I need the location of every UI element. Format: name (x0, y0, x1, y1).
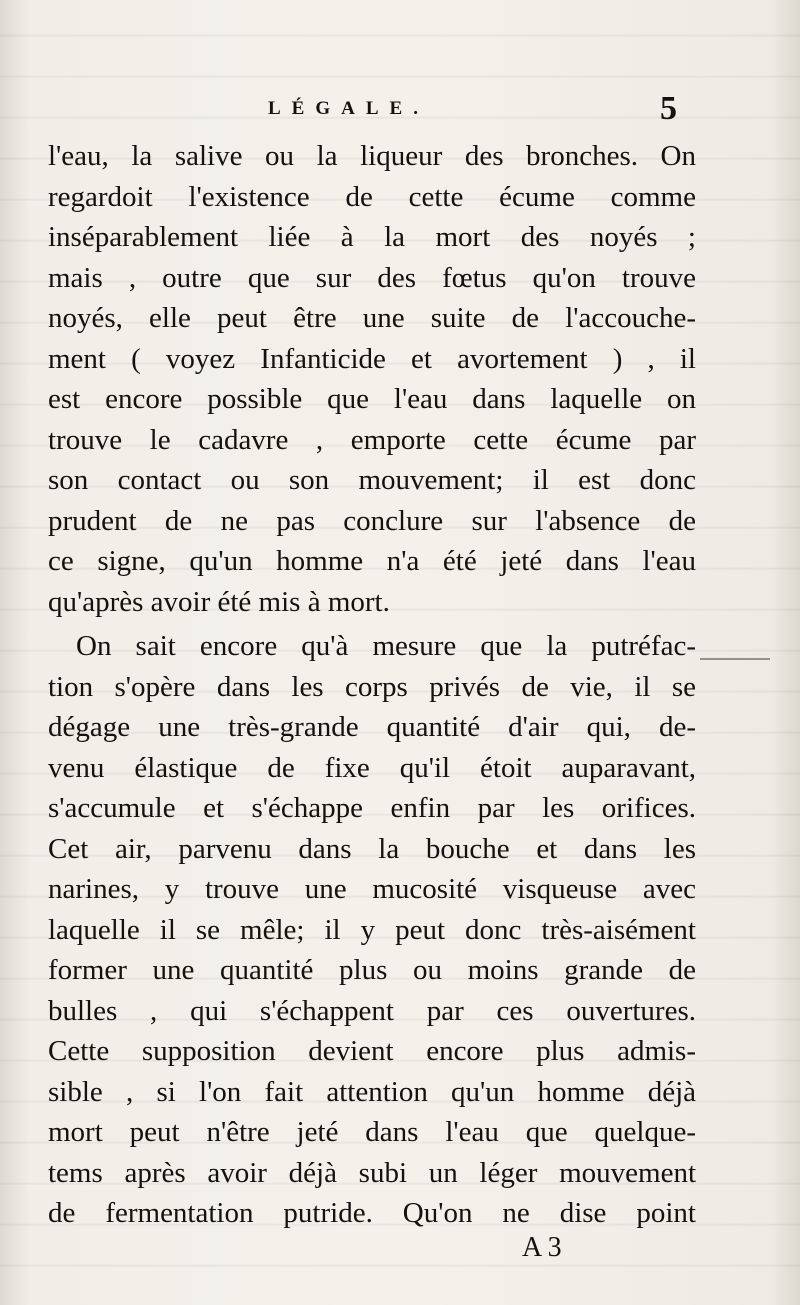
text-line: ment ( voyez Infanticide et avortement ) , il (48, 342, 696, 375)
text-line: On sait encore qu'à mesure que la putréfac- (76, 630, 696, 662)
text-line: inséparablement liée à la mort des noyés ; (48, 221, 696, 253)
running-head: LÉGALE. (268, 98, 429, 119)
text-line: dégage une très-grande quantité d'air qui, de- (48, 711, 696, 743)
text-line: tems après avoir déjà subi un léger mouvement (48, 1156, 696, 1189)
text-line: bulles , qui s'échappent par ces ouvertures. (48, 994, 696, 1027)
text-line: regardoit l'existence de cette écume comme (48, 180, 696, 213)
text-line: laquelle il se mêle; il y peut donc très-aisément (48, 913, 696, 946)
text-line: ce signe, qu'un homme n'a été jeté dans l'eau (48, 545, 696, 577)
text-line: de fermentation putride. Qu'on ne dise point (48, 1197, 696, 1229)
text-line: qu'après avoir été mis à mort. (48, 585, 390, 618)
text-line: Cet air, parvenu dans la bouche et dans les (48, 832, 696, 865)
page-number: 5 (660, 90, 677, 127)
text-line: est encore possible que l'eau dans laquelle on (48, 383, 696, 415)
text-line: mais , outre que sur des fœtus qu'on trouve (48, 261, 696, 294)
text-line: tion s'opère dans les corps privés de vie, il se (48, 670, 696, 703)
text-line: narines, y trouve une mucosité visqueuse avec (48, 873, 696, 905)
text-line: s'accumule et s'échappe enfin par les orifices. (48, 792, 696, 824)
signature-mark: A 3 (522, 1232, 562, 1263)
paragraph-2 (48, 626, 696, 1234)
text-line: trouve le cadavre , emporte cette écume par (48, 423, 696, 456)
margin-mark (700, 658, 770, 660)
text-line: son contact ou son mouvement; il est donc (48, 464, 696, 496)
body-text (48, 136, 696, 1234)
text-line: sible , si l'on fait attention qu'un homme déjà (48, 1075, 696, 1108)
text-line: prudent de ne pas conclure sur l'absence de (48, 504, 696, 537)
text-line: l'eau, la salive ou la liqueur des bronches. On (48, 140, 696, 172)
text-line: venu élastique de fixe qu'il étoit auparavant, (48, 751, 696, 784)
text-line: noyés, elle peut être une suite de l'accouche- (48, 302, 696, 334)
text-line: Cette supposition devient encore plus admis- (48, 1035, 696, 1067)
paragraph-1 (48, 136, 696, 622)
text-line: mort peut n'être jeté dans l'eau que quelque- (48, 1116, 696, 1148)
text-line: former une quantité plus ou moins grande de (48, 954, 696, 986)
